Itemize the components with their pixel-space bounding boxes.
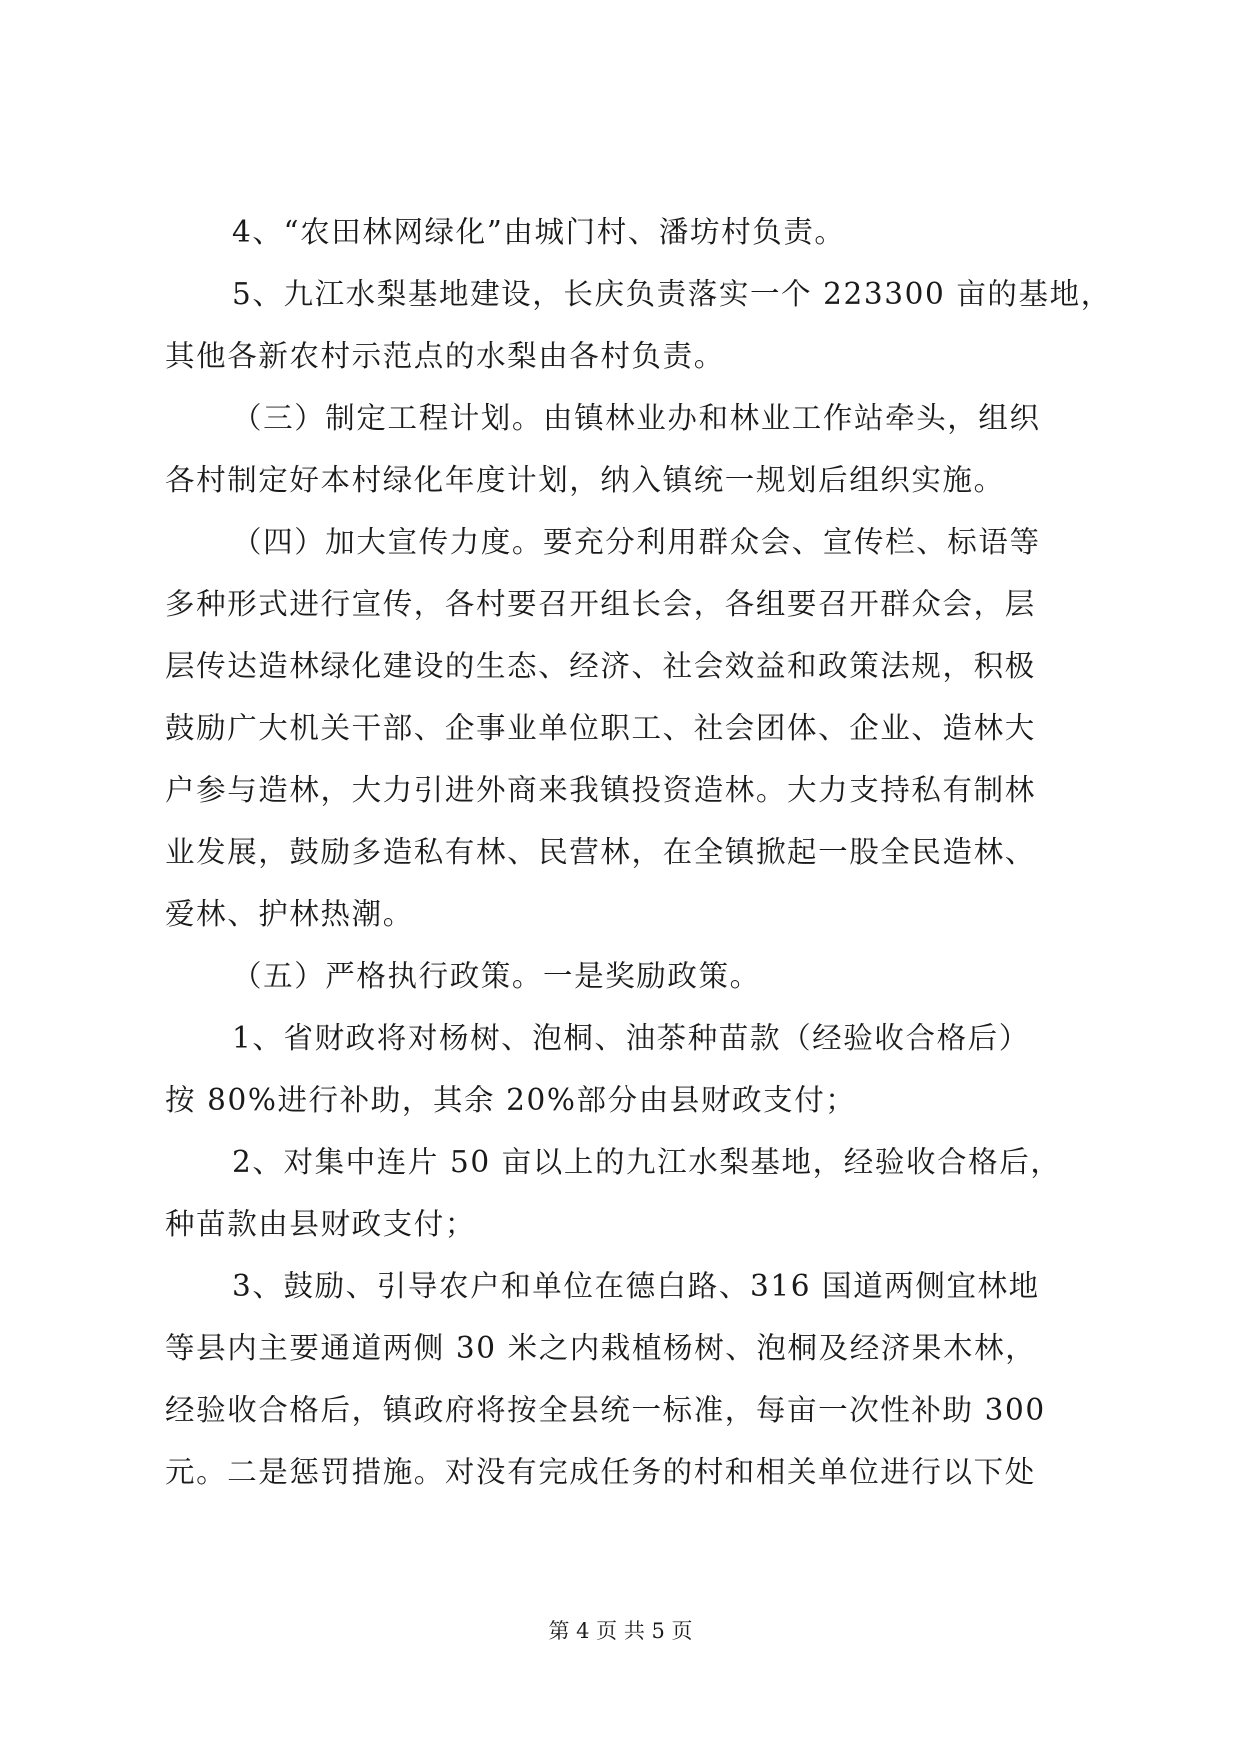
page-footer: 第 4 页 共 5 页 [548,1619,693,1643]
text-line-2: 5、九江水梨基地建设，长庆负责落实一个 223300 亩的基地， [232,277,1112,311]
text-line-7: 多种形式进行宣传，各村要召开组长会，各组要召开群众会，层 [165,587,1036,621]
text-line-14: 1、省财政将对杨树、泡桐、油茶种苗款（经验收合格后） [232,1021,1030,1055]
text-line-9: 鼓励广大机关干部、企事业单位职工、社会团体、企业、造林大 [165,711,1036,745]
text-line-13: （五）严格执行政策。一是奖励政策。 [232,959,761,993]
text-line-6: （四）加大宣传力度。要充分利用群众会、宣传栏、标语等 [232,525,1041,559]
text-line-12: 爱林、护林热潮。 [165,897,414,931]
text-line-17: 种苗款由县财政支付； [165,1207,477,1241]
text-line-8: 层传达造林绿化建设的生态、经济、社会效益和政策法规，积极 [165,649,1036,683]
text-line-16: 2、对集中连片 50 亩以上的九江水梨基地，经验收合格后， [232,1145,1062,1179]
text-line-18: 3、鼓励、引导农户和单位在德白路、316 国道两侧宜林地 [232,1269,1040,1303]
text-line-15: 按 80%进行补助，其余 20%部分由县财政支付； [165,1083,857,1117]
text-line-19: 等县内主要通道两侧 30 米之内栽植杨树、泡桐及经济果木林， [165,1331,1037,1365]
text-line-10: 户参与造林，大力引进外商来我镇投资造林。大力支持私有制林 [165,773,1036,807]
text-line-11: 业发展，鼓励多造私有林、民营林，在全镇掀起一股全民造林、 [165,835,1036,869]
text-line-21: 元。二是惩罚措施。对没有完成任务的村和相关单位进行以下处 [165,1455,1036,1489]
text-line-1: 4、“农田林网绿化”由城门村、潘坊村负责。 [232,215,846,249]
text-line-3: 其他各新农村示范点的水梨由各村负责。 [165,339,725,373]
text-line-20: 经验收合格后，镇政府将按全县统一标准，每亩一次性补助 300 [165,1393,1046,1427]
text-line-4: （三）制定工程计划。由镇林业办和林业工作站牵头，组织 [232,401,1041,435]
text-line-5: 各村制定好本村绿化年度计划，纳入镇统一规划后组织实施。 [165,463,1005,497]
